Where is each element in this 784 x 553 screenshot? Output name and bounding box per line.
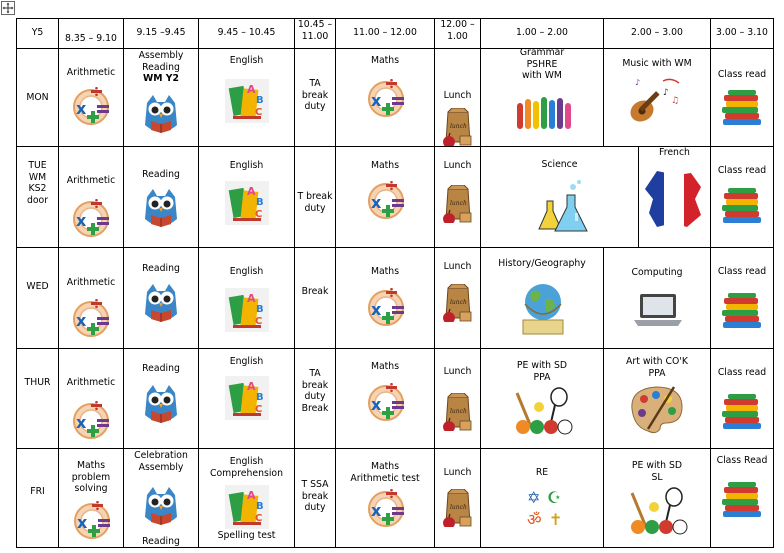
maths-symbols-icon [71, 401, 111, 441]
owl-reading-icon [141, 282, 181, 326]
france-flag-icon [643, 169, 705, 229]
day-mon [17, 49, 59, 147]
maths-symbols-icon [71, 87, 111, 127]
time-label: 1.00 – 2.00 [516, 27, 568, 38]
svg-text:✝: ✝ [549, 510, 563, 529]
day-fri [17, 449, 59, 548]
thur-english [199, 349, 295, 449]
lesson-label: Maths [370, 361, 400, 372]
fri-lunch [435, 449, 481, 548]
lesson-label: English [229, 55, 264, 66]
maths-symbols-icon [71, 299, 111, 339]
mon-lunch [435, 49, 481, 147]
day-label: MON [26, 92, 49, 103]
lesson-label: TA break duty Break [301, 368, 329, 414]
mon-assembly [124, 49, 199, 147]
lesson-label: Break [301, 286, 329, 297]
lesson-label: English [229, 266, 264, 277]
svg-text:✡: ✡ [527, 488, 541, 507]
wed-computing [604, 248, 711, 349]
fri-english [199, 449, 295, 548]
lesson-label: Science [541, 159, 578, 170]
header-time-6 [435, 19, 481, 49]
lesson-label: Class Read [716, 455, 768, 466]
maths-symbols-icon [72, 501, 112, 541]
lesson-label: Arithmetic [66, 377, 116, 388]
lesson-label: Maths [370, 266, 400, 277]
owl-reading-icon [141, 187, 181, 231]
lesson-label: Assembly Reading [138, 50, 184, 73]
tue-english [199, 147, 295, 248]
svg-text:♫: ♫ [671, 96, 680, 106]
header-time-1 [59, 19, 124, 49]
lesson-label: TA break duty [301, 78, 329, 112]
lesson-label: Art with CO'K PPA [626, 356, 688, 379]
maths-symbols-icon [366, 181, 406, 221]
tue-class-read [711, 147, 774, 248]
lesson-label: English [229, 356, 264, 367]
header-time-2 [124, 19, 199, 49]
time-label: 8.35 – 9.10 [65, 33, 117, 44]
timetable [16, 18, 774, 548]
maths-symbols-icon [366, 383, 406, 423]
lesson-label: Lunch [443, 261, 472, 272]
mon-class-read [711, 49, 774, 147]
lunch-bag-icon [442, 284, 474, 322]
lesson-label: Maths [370, 55, 400, 66]
abc-books-icon [225, 376, 269, 420]
lesson-label: History/Geography [498, 258, 586, 269]
lesson-label: Celebration Assembly [134, 450, 188, 473]
maths-symbols-icon [366, 489, 406, 529]
fri-pe [604, 449, 711, 548]
book-stack-icon [721, 481, 763, 518]
tue-science [481, 147, 639, 248]
tue-french [639, 147, 711, 248]
lesson-label: Arithmetic [66, 277, 116, 288]
book-stack-icon [721, 187, 763, 224]
time-label: 10.45 – 11.00 [297, 19, 333, 42]
laptop-icon [634, 292, 682, 328]
lesson-label: RE [535, 467, 549, 478]
lunch-bag-icon [442, 108, 474, 146]
lesson-label: T break duty [297, 191, 333, 214]
lesson-label: English [229, 160, 264, 171]
abc-books-icon [225, 79, 269, 123]
owl-reading-icon [141, 383, 181, 427]
lesson-label: Class read [717, 165, 767, 176]
maths-symbols-icon [71, 199, 111, 239]
guitar-music-icon [627, 75, 681, 125]
maths-symbols-icon [366, 79, 406, 119]
paint-palette-icon [626, 383, 686, 435]
tue-reading [124, 147, 199, 248]
abc-books-icon [225, 181, 269, 225]
mon-break [295, 49, 336, 147]
lesson-label: Lunch [443, 467, 472, 478]
abc-books-icon [225, 288, 269, 332]
wed-history [481, 248, 604, 349]
thur-reading [124, 349, 199, 449]
thur-arithmetic [59, 349, 124, 449]
time-label: 12.00 – 1.00 [440, 19, 475, 42]
tue-lunch [435, 147, 481, 248]
science-flask-icon [537, 177, 593, 235]
svg-text:♪: ♪ [635, 78, 641, 87]
wed-maths [336, 248, 435, 349]
wed-break [295, 248, 336, 349]
class-label: Y5 [31, 27, 44, 38]
religious-symbols-icon [525, 485, 569, 529]
lesson-label: Spelling test [217, 530, 276, 541]
time-label: 3.00 – 3.10 [716, 27, 768, 38]
lesson-label: Maths Arithmetic test [350, 461, 420, 484]
header-time-7 [481, 19, 604, 49]
fri-maths [336, 449, 435, 548]
thur-maths [336, 349, 435, 449]
day-label: TUE WM KS2 door [26, 160, 49, 206]
lesson-label: Computing [631, 267, 683, 278]
tue-arithmetic [59, 147, 124, 248]
wed-reading [124, 248, 199, 349]
abc-books-icon [225, 485, 269, 529]
svg-text:♪: ♪ [663, 88, 669, 98]
header-time-5 [336, 19, 435, 49]
globe-icon [519, 280, 567, 336]
sports-equipment-icon [624, 487, 690, 537]
day-wed [17, 248, 59, 349]
tue-maths [336, 147, 435, 248]
svg-text:ॐ: ॐ [527, 510, 542, 529]
lesson-label: English Comprehension [210, 456, 283, 479]
thur-break [295, 349, 336, 449]
lesson-label: Class read [717, 266, 767, 277]
fri-celebration [124, 449, 199, 548]
lesson-label: Music with WM [622, 58, 692, 69]
time-label: 9.15 –9.45 [136, 27, 186, 38]
mon-music [604, 49, 711, 147]
lesson-label: Reading [142, 363, 180, 374]
header-time-3 [199, 19, 295, 49]
lesson-label: Maths [370, 160, 400, 171]
fri-break [295, 449, 336, 548]
table-move-handle-icon[interactable] [1, 1, 15, 15]
lesson-label: Lunch [443, 366, 472, 377]
wed-lunch [435, 248, 481, 349]
mon-maths [336, 49, 435, 147]
mon-pshre [481, 49, 604, 147]
day-label: THUR [24, 377, 51, 388]
book-stack-icon [721, 393, 763, 430]
book-stack-icon [721, 292, 763, 329]
header-time-8 [604, 19, 711, 49]
lesson-label: French [659, 147, 690, 158]
thur-pe [481, 349, 604, 449]
wed-class-read [711, 248, 774, 349]
lesson-label: T SSA break duty [301, 479, 329, 513]
lesson-label: Grammar PSHRE with WM [519, 49, 565, 81]
day-label: FRI [30, 486, 45, 497]
lesson-label: Reading [142, 169, 180, 180]
header-time-9 [711, 19, 774, 49]
lesson-label: PE with SD SL [631, 460, 683, 483]
wed-arithmetic [59, 248, 124, 349]
tue-break [295, 147, 336, 248]
lesson-label: Arithmetic [66, 175, 116, 186]
lunch-bag-icon [442, 489, 474, 527]
teacher-label: WM Y2 [143, 73, 179, 84]
lesson-label: PE with SD PPA [516, 360, 568, 383]
raised-hands-icon [515, 97, 575, 131]
lesson-label: Lunch [443, 90, 472, 101]
svg-text:☪: ☪ [547, 488, 562, 507]
time-label: 2.00 – 3.00 [631, 27, 683, 38]
thur-lunch [435, 349, 481, 449]
owl-reading-icon [141, 485, 181, 529]
lunch-bag-icon [442, 393, 474, 431]
lesson-label: Class read [717, 69, 767, 80]
header-class [17, 19, 59, 49]
header-time-4 [295, 19, 336, 49]
lesson-label: Lunch [443, 160, 472, 171]
thur-class-read [711, 349, 774, 449]
book-stack-icon [721, 89, 763, 126]
fri-maths-problem-solving [59, 449, 124, 548]
lesson-label: Maths problem solving [71, 460, 111, 494]
fri-class-read [711, 449, 774, 548]
lesson-label: Class read [717, 367, 767, 378]
mon-arithmetic [59, 49, 124, 147]
thur-art [604, 349, 711, 449]
sports-equipment-icon [509, 387, 575, 437]
lesson-label: Reading [142, 536, 180, 547]
day-label: WED [26, 281, 49, 292]
maths-symbols-icon [366, 288, 406, 328]
lunch-bag-icon [442, 185, 474, 223]
lesson-label: Arithmetic [66, 67, 116, 78]
wed-english [199, 248, 295, 349]
time-label: 9.45 – 10.45 [217, 27, 276, 38]
lesson-label: Reading [142, 263, 180, 274]
day-tue [17, 147, 59, 248]
owl-reading-icon [141, 93, 181, 137]
day-thur [17, 349, 59, 449]
time-label: 11.00 – 12.00 [353, 27, 417, 38]
fri-re [481, 449, 604, 548]
mon-english [199, 49, 295, 147]
